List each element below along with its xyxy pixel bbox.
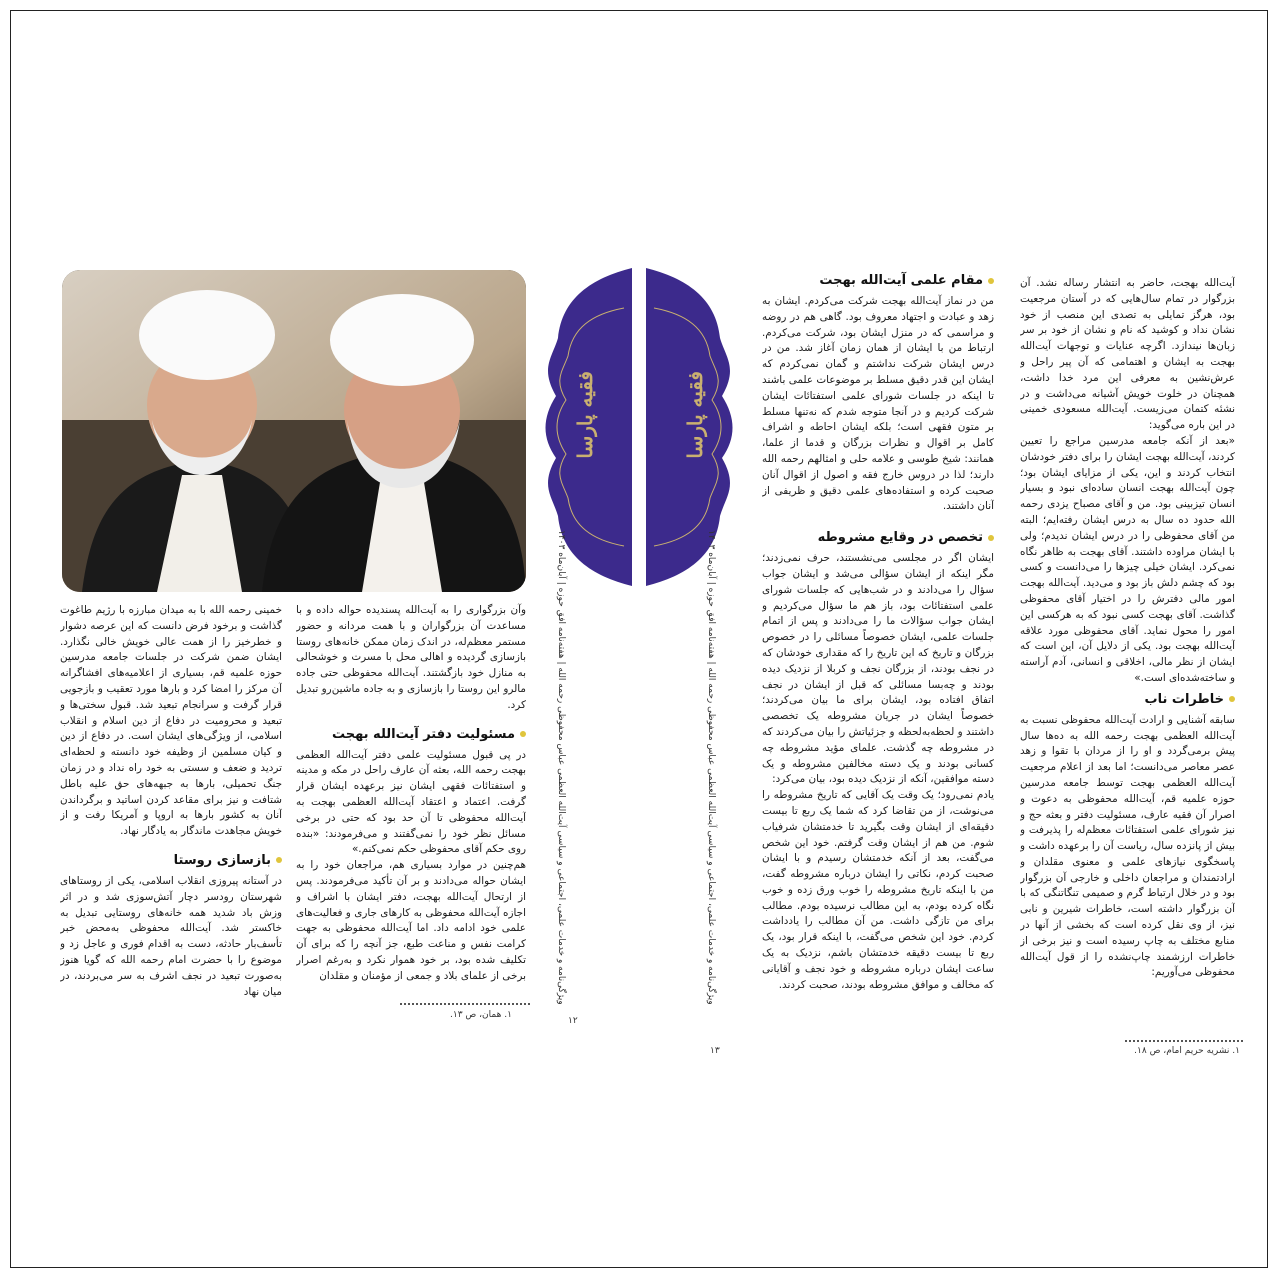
section-heading: بازسازی روستا: [60, 852, 282, 870]
footnote-rule: [400, 1003, 530, 1005]
paragraph: هم‌چنین در موارد بسیاری هم، مراجعان خود را به ایشان حواله می‌دادند و بر آن تأکید می‌فرمودند. پس از ارتحال آیت‌الله بهجت، دفتر ایشان با اشراف و اجازه آیت‌الله محفوظی به کارهای جاری و فعالیت‌های علمی خود ادامه داد. اما آیت‌الله محفوظی به جهت کرامت نفس و مناعت طبع، جز آنچه را که برای آن تکلیف شده بود، بر خود هموار نکرد و به‌رغم اصرار برخی از علمای بلاد و جمعی از مؤمنان و مقلدان: [296, 859, 526, 982]
logo-text: فقیه پارسا: [683, 371, 707, 459]
photo-two-clerics: [62, 270, 526, 592]
footnote: ۱. همان، ص ۱۳.: [450, 1010, 512, 1020]
left-page-col-left: [60, 603, 282, 1003]
page-number: ۱۲: [568, 1016, 578, 1026]
magazine-logo-motif: [646, 268, 734, 586]
running-caption: ویژگی‌نامه و خدمات علمی، اجتماعی و سیاسی آیت‌الله العظمی عباس محفوظی رحمه الله | هفته‌نامه افق حوزه | آبان‌ماه ۱۴۰۳: [556, 530, 566, 1005]
paragraph: یادم نمی‌رود؛ یک وقت یک آقایی که تاریخ مشروطه را می‌نوشت، از من تقاضا کرد که شما یک ربع تا بیست دقیقه‌ای از ایشان وقت بگیرید تا خدمتشان شرفیاب شوم. من هم از ایشان وقت گرفتم. خود این شخص می‌گفت، بعد از آنکه خدمتشان رسیدم و با ایشان صحبت کردم، نکاتی را ایشان درباره مشروطه گفت، من با اینکه تاریخ مشروطه را خوب ورق زده و خوب نگاه کرده بودم، به این مطالب نرسیده بودم. مطالب برای من تازگی داشت. من آن مطالب را یادداشت کردم. خود این شخص می‌گفت، با اینکه قرار بود، یک ربع تا بیست دقیقه خدمتشان باشم، نزدیک به یک ساعت ایشان درباره مشروطه و خود نجف و آقایانی که مخالف و موافق مشروطه بودند، صحبت کردند.: [762, 789, 994, 991]
bullet-dot-icon: [988, 278, 994, 284]
bullet-dot-icon: [276, 857, 282, 863]
section-heading: تخصص در وقایع مشروطه: [762, 529, 994, 547]
bullet-dot-icon: [988, 535, 994, 541]
section-heading: مسئولیت دفتر آیت‌الله بهجت: [296, 726, 526, 744]
paragraph: آیت‌الله بهجت، حاضر به انتشار رساله نشد. آن بزرگوار در تمام سال‌هایی که در آستان مرجعیت بود، هرگز تمایلی به تصدی این منصب از خود نشان نداد و کوشید که نام و نشان از خود بر سر زبان‌ها نیندازد. اگرچه عنایات و توجهات آیت‌الله بهجت به ایشان و اهتمامی که آن پیر راحل و عرش‌نشین به معرفی این مرد خدا داشت، همچنان در خلوت خویش آشیانه می‌داشت و در نشئه کتمان می‌زیست. آیت‌الله مسعودی خمینی در این باره می‌گوید:: [1020, 277, 1235, 432]
paragraph: ایشان اگر در مجلسی می‌نشستند، حرف نمی‌زدند؛ مگر اینکه از ایشان سؤالی می‌شد و ایشان جواب سؤال را می‌دادند و در شب‌هایی که جلسات شورای علمی استفتائات بود، باز هم ما سؤال می‌کردیم و ایشان جواب سؤالات ما را می‌دادند و پس از اتمام جلسات علمی، ایشان خصوصاً مسائلی را در خصوص بزرگان و تاریخ که این تاریخ را که مقداری خودشان که در نجف بودند، از بزرگان نجف و کربلا از نزدیک دیده بودند و چه‌بسا مسائلی که قبل از ایشان در نجف اتفاق افتاده بود، ایشان برای ما بیان می‌کردند؛ خصوصاً ایشان در جریان مشروطه یک تخصصی داشتند و لحظه‌به‌لحظه و جزئیاتش را بیان می‌کردند که در مشروطه چه گذشت. علمای مؤید مشروطه چه کسانی بودند و یک دسته مخالفین مشروطه و یک دسته موافقین، آنکه از نزدیک دیده بود، بیان می‌کرد:: [762, 552, 994, 786]
footnote: ۱. نشریه حریم امام، ص ۱۸.: [1134, 1046, 1240, 1056]
paragraph: در پی قبول مسئولیت علمی دفتر آیت‌الله العظمی بهجت رحمه الله، بعثه آن عارف راحل در مکه و مدینه و استفتائات فقهی ایشان نیز برعهده ایشان قرار گرفت. اعتماد و اعتقاد آیت‌الله العظمی بهجت به آیت‌الله محفوظی تا آن حد بود که حتی در برخی مسائل نظر خود را نمی‌گفتند و می‌فرمودند: «بنده روی حکم آقای محفوظی حکم نمی‌کنم.»: [296, 748, 526, 856]
section-heading: خاطرات ناب: [1020, 691, 1235, 709]
footnote-rule: [1125, 1040, 1243, 1042]
running-caption: ویژگی‌نامه و خدمات علمی، اجتماعی و سیاسی آیت‌الله العظمی عباس محفوظی رحمه الله | هفته‌نامه افق حوزه | آبان‌ماه ۱۴۰۳: [706, 530, 716, 1005]
paragraph: «بعد از آنکه جامعه مدرسین مراجع را تعیین کردند، آیت‌الله بهجت ایشان را برای دفتر خودشان انتخاب کردند و این، یکی از مزایای ایشان بود؛ چون آیت‌الله بهجت انسان ساده‌ای نبود و بسیار انسان تیزبینی بود. من و آقای مصباح یزدی رحمه الله حدود ده سال به درس ایشان رفته‌ایم؛ البته من آقای محفوظی را در درس ایشان ندیدم؛ ولی با ایشان مراوده داشتند. آقای بهجت به ظاهر نگاه نمی‌کرد. ایشان خیلی چیزها را می‌دانست و کسی بود که چشم دلش باز بود و می‌دید. آیت‌الله بهجت امور مالی دفترش را در اختیار آقای محفوظی گذاشت. آقای بهجت کسی نبود که به هرکسی این امور را محول نماید. آقای محفوظی مورد علاقه آیت‌الله بهجت بود. یکی از دلایل آن، این است که ایشان از نظر مالی، اخلاقی و انسانی، آدم آراسته و ساخته‌شده‌ای است.»: [1020, 434, 1235, 684]
page-number: ۱۳: [710, 1046, 720, 1056]
bullet-dot-icon: [520, 731, 526, 737]
paragraph: در آستانه پیروزی انقلاب اسلامی، یکی از روستاهای شهرستان رودسر دچار آتش‌سوزی شد و در اثر وزش باد شدید همه خانه‌های روستایی تبدیل به خاکستر شد. آیت‌الله محفوظی به‌محض خبر تأسف‌بار حادثه، دست به اقدام فوری و عاجل زد و موضوع را با حضرت امام رحمه الله که گویا هنوز به‌صورت تبعید در نجف اشرف به سر می‌بردند، در میان نهاد: [60, 874, 282, 998]
right-page-col2: [762, 268, 994, 1020]
paragraph: سابقه آشنایی و ارادت آیت‌الله محفوظی نسبت به آیت‌الله العظمی بهجت رحمه الله به ده‌ها سال پیش برمی‌گردد و او را از مردان با تقوا و زهد عصر معاصر می‌دانست؛ اما بعد از اعلام مرجعیت آیت‌الله العظمی بهجت توسط جامعه مدرسین حوزه علمیه قم، آیت‌الله محفوظی به دعوت و اصرار آن فقیه عارف، مسئولیت دفتر و بعثه حج و نیز شورای علمی استفتائات معظم‌له را پذیرفت و بیش از پانزده سال، ریاست آن را برعهده داشت و پاسخگوی نیازهای علمی و معنوی مقلدان و ارادتمندان و مراجعان داخلی و خارجی آن بزرگوار بود و در خلال ارتباط گرم و صمیمی تنگاتنگی که با آن بزرگوار داشته است، خاطرات شیرین و نابی نیز، از وی نقل کرده است که بخشی از آنها در منابع مختلف به چاپ رسیده است و نیز برخی از خاطرات ارزشمند چاپ‌نشده را از قول آیت‌الله محفوظی می‌آوریم:: [1020, 713, 1235, 979]
paragraph: خمینی رحمه الله با به میدان مبارزه با رژیم طاغوت گذاشت و برخود فرض دانست که این عرصه دشوار و خطرخیز را از همت عالی خویش خالی نگذارد. ایشان ضمن شرکت در جلسات جامعه مدرسین حوزه علمیه قم، بسیاری از اعلامیه‌های افشاگرانه آن مرکز را امضا کرد و بارها مورد تعقیب و بازجویی قرار گرفت و سرانجام تبعید شد. قبول سختی‌ها و تبعید و محرومیت در دفاع از دین اسلام و انقلاب اسلامی، از ویژگی‌های ایشان است. در دفاع از دین و کیان مسلمین از وظیفه خود دانسته و لحظه‌ای تردید و ضعف و سستی به خود راه نداد و در زمان جنگ تحمیلی، بارها به جبهه‌های حق علیه باطل شتافت و نیز برای مقاعد کردن اساتید و برگرداندن آنان به کشور بارها به اروپا و آمریکا رفت و از خویش مجاهدت ماندگار به یادگار نهاد.: [60, 604, 282, 838]
left-page-col-right: [296, 603, 526, 1003]
section-heading: مقام علمی آیت‌الله بهجت: [762, 272, 994, 290]
bullet-dot-icon: [1229, 696, 1235, 702]
paragraph: وآن بزرگواری را به آیت‌الله پسندیده حواله داده و با مساعدت آن بزرگواران و با همت مردانه و حضور مستمر معظم‌له، در اندک زمان ممکن خانه‌های روستا بازسازی گردیده و اهالی محل با مسرت و خوشحالی به منازل خود بازگشتند. آیت‌الله محفوظی حتی جاده مالرو این روستا را بازسازی و به جاده ماشین‌رو تبدیل کرد.: [296, 604, 526, 711]
right-page-col1: [1020, 276, 1235, 1020]
logo-text: فقیه پارسا: [573, 371, 597, 459]
photo-image: [62, 270, 526, 592]
paragraph: من در نماز آیت‌الله بهجت شرکت می‌کردم. ایشان به زهد و عبادت و اجتهاد معروف بود. گاهی هم در روضه و مراسمی که در منزل ایشان بود، شرکت می‌کردم. ارتباط من با ایشان از همان زمان آغاز شد. من در درس ایشان شرکت نداشتم و گمان نمی‌کردم که ایشان این قدر دقیق مسلط بر موضوعات علمی باشند تا اینکه در جلسات شورای علمی استفتائات ایشان شرکت کردیم و در آنجا متوجه شدم که نه‌تنها مسلط بر متون فقهی است؛ بلکه ایشان احاطه و اشراف کامل بر اقوال و نظرات بزرگان و قدما از علما، همانند: شیخ طوسی و علامه حلی و امثالهم رحمه الله دارند؛ لذا در دروس خارج فقه و اصول از اقوال آنان صحبت کرده و استفاده‌های علمی دقیق و ظریفی از آنان داشتند.: [762, 295, 994, 513]
